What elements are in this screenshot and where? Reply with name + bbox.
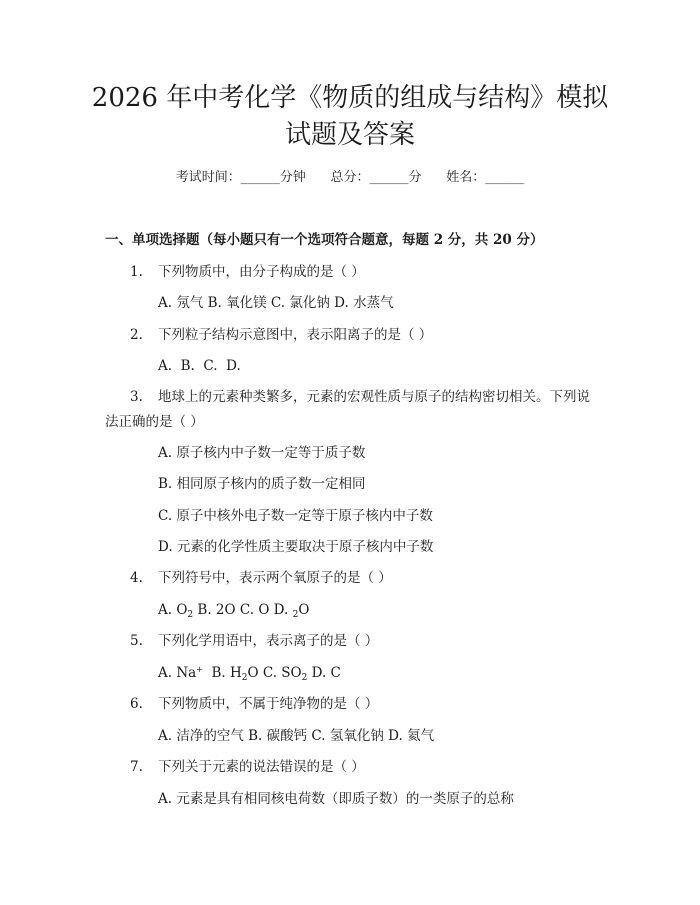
superscript: + <box>196 665 203 674</box>
question-1 <box>130 262 365 282</box>
subscript: 2 <box>301 673 308 683</box>
option-b-tail: O C. SO <box>247 665 302 681</box>
question-5 <box>130 631 378 651</box>
question-number: 7. <box>130 759 143 775</box>
question-text: 下列物质中，不属于纯净物的是（ ） <box>158 696 379 712</box>
subscript: 2 <box>187 610 194 620</box>
question-6 <box>130 694 378 714</box>
subscript: 2 <box>241 673 248 683</box>
question-7-option-a: A. 元素是具有相同核电荷数（即质子数）的一类原子的总称 <box>158 791 514 807</box>
question-2-options: A. B. C. D. <box>158 358 241 374</box>
question-number: 5. <box>130 633 143 649</box>
question-3-option-d: D. 元素的化学性质主要取决于原子核内中子数 <box>158 539 434 555</box>
question-2 <box>130 325 432 345</box>
option-a: A. Na <box>158 665 197 681</box>
question-number: 2. <box>130 327 143 343</box>
question-number: 1. <box>130 264 143 280</box>
question-text: 下列化学用语中，表示离子的是（ ） <box>158 633 379 649</box>
question-6-options: A. 洁净的空气 B. 碳酸钙 C. 氢氧化钠 D. 氦气 <box>158 728 435 744</box>
question-number: 6. <box>130 696 143 712</box>
question-3-option-a: A. 原子核内中子数一定等于质子数 <box>158 445 366 461</box>
question-4 <box>130 568 392 588</box>
option-d-tail: O <box>298 602 310 618</box>
options-b-to-d: B. 2O C. O D. <box>193 602 293 618</box>
question-4-options <box>158 600 309 620</box>
question-number: 3. <box>130 389 143 405</box>
page-title-continued: 试题及答案 <box>284 120 415 150</box>
question-1-options: A. 氖气 B. 氧化镁 C. 氯化钠 D. 水蒸气 <box>158 295 394 311</box>
option-d: D. C <box>307 665 341 681</box>
question-text: 下列关于元素的说法错误的是（ ） <box>158 759 365 775</box>
question-text: 下列物质中，由分子构成的是（ ） <box>158 264 365 280</box>
section-heading: 一、单项选择题（每小题只有一个选项符合题意，每题 2 分，共 20 分） <box>105 232 544 248</box>
question-number: 4. <box>130 570 143 586</box>
question-3 <box>130 387 590 407</box>
question-3-option-c: C. 原子中核外电子数一定等于原子核内中子数 <box>158 508 433 524</box>
question-3-option-b: B. 相同原子核内的质子数一定相同 <box>158 476 366 492</box>
question-5-options <box>158 663 341 683</box>
option-a: A. O <box>158 602 188 618</box>
question-text: 地球上的元素种类繁多，元素的宏观性质与原子的结构密切相关。下列说 <box>158 389 590 405</box>
question-text: 下列符号中，表示两个氧原子的是（ ） <box>158 570 392 586</box>
option-b: B. H <box>202 665 242 681</box>
exam-meta-line: 考试时间：______分钟 总分：______分 姓名：______ <box>175 170 525 185</box>
subscript: 2 <box>292 610 299 620</box>
page-title: 2026 年中考化学《物质的组成与结构》模拟 <box>91 83 609 113</box>
question-7 <box>130 757 365 777</box>
question-text: 下列粒子结构示意图中，表示阳离子的是（ ） <box>158 327 433 343</box>
question-3-continued: 法正确的是（ ） <box>105 414 204 430</box>
